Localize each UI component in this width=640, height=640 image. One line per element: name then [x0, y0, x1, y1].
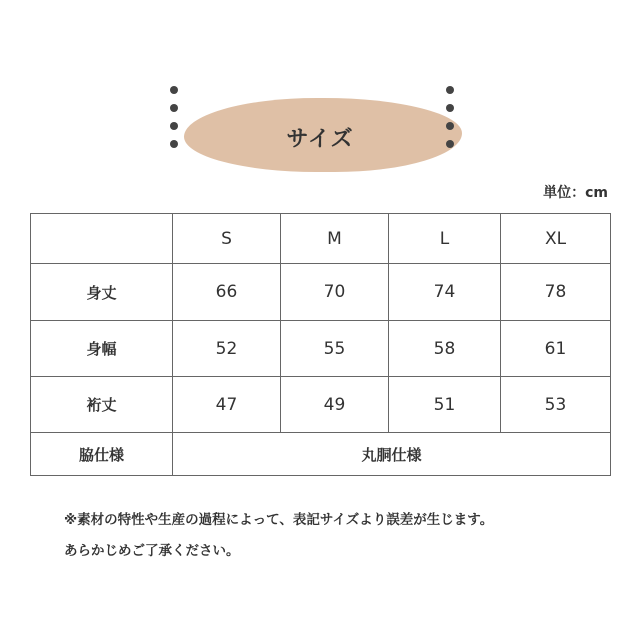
table-row	[31, 377, 611, 433]
row-label: 身幅	[31, 321, 173, 377]
dot	[446, 104, 454, 112]
size-table	[30, 213, 611, 476]
table-cell: 58	[389, 321, 501, 377]
table-cell: 55	[281, 321, 389, 377]
column-header-m: M	[281, 214, 389, 264]
column-header-xl: XL	[501, 214, 611, 264]
row-label: 脇仕様	[31, 433, 173, 476]
table-header-row	[31, 214, 611, 264]
dot	[446, 140, 454, 148]
row-label: 身丈	[31, 264, 173, 321]
column-header-l: L	[389, 214, 501, 264]
table-cell: 61	[501, 321, 611, 377]
column-header-s: S	[173, 214, 281, 264]
table-cell: 66	[173, 264, 281, 321]
table-merged-row	[31, 433, 611, 476]
size-header	[160, 80, 480, 190]
table-cell: 47	[173, 377, 281, 433]
dot	[170, 104, 178, 112]
right-dots-decoration	[446, 86, 454, 148]
page-title: サイズ	[286, 127, 354, 152]
table-corner-cell	[31, 214, 173, 264]
note-line: ※素材の特性や生産の過程によって、表記サイズより誤差が生じます。	[64, 512, 494, 528]
table-row	[31, 321, 611, 377]
note-line: あらかじめご了承ください。	[64, 543, 240, 559]
dot	[446, 122, 454, 130]
dot	[446, 86, 454, 94]
table-cell: 49	[281, 377, 389, 433]
row-label: 裄丈	[31, 377, 173, 433]
unit-label: 単位：cm	[543, 185, 608, 201]
table-row	[31, 264, 611, 321]
table-cell: 52	[173, 321, 281, 377]
disclaimer-note	[64, 505, 624, 567]
table-cell: 53	[501, 377, 611, 433]
table-cell: 78	[501, 264, 611, 321]
table-cell: 70	[281, 264, 389, 321]
dot	[170, 86, 178, 94]
table-cell: 74	[389, 264, 501, 321]
merged-cell: 丸胴仕様	[173, 433, 611, 476]
table-cell: 51	[389, 377, 501, 433]
